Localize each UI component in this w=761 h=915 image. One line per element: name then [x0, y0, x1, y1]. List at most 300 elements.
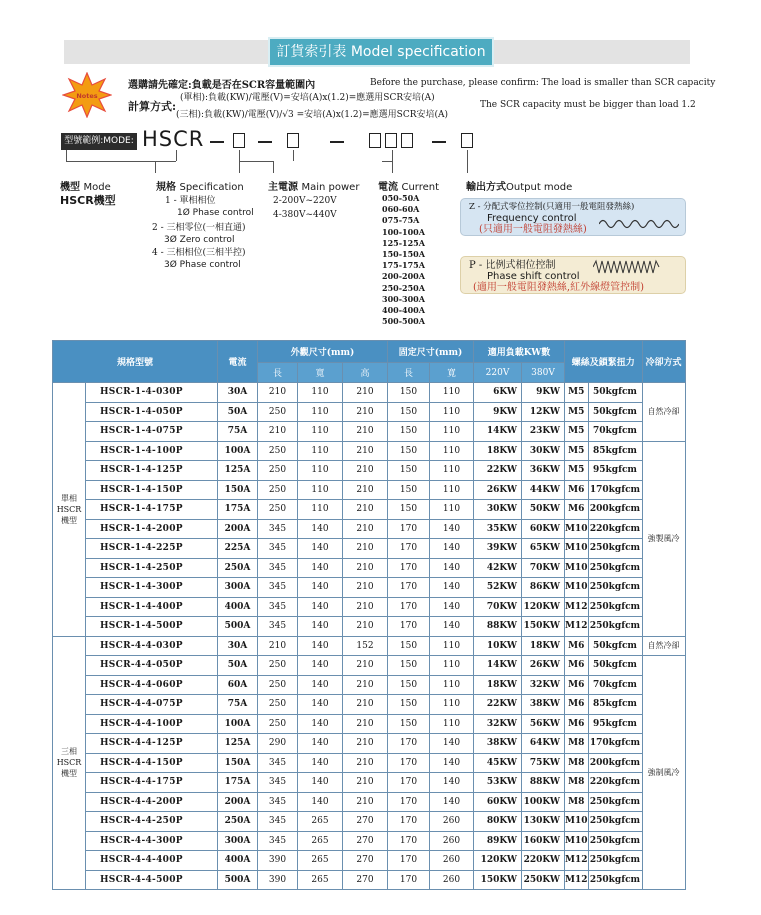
table-row: [53, 734, 686, 754]
note-line1-cn: 選購請先確定:負載是否在SCR容量範圍內: [128, 80, 316, 91]
table-cell: 80KW: [474, 812, 522, 832]
table-cell: 110: [430, 441, 474, 461]
table-cell: 18KW: [474, 675, 522, 695]
tree-line: [239, 161, 273, 162]
table-cell: 150: [388, 480, 430, 500]
table-cell: 70kgfcm: [588, 422, 642, 442]
table-cell: 22KW: [474, 461, 522, 481]
table-cell: 210: [258, 422, 298, 442]
table-cell: 250kgfcm: [588, 851, 642, 871]
table-cell: 140: [298, 714, 343, 734]
table-cell: M8: [565, 753, 589, 773]
table-row: [53, 636, 686, 656]
code-dash: [330, 141, 344, 143]
table-cell: 345: [258, 812, 298, 832]
table-cell: 45KW: [474, 753, 522, 773]
table-cell: 110: [298, 383, 343, 403]
note-line2-en: The SCR capacity must be bigger than load 1.2: [480, 100, 696, 110]
spec-item: 1 - 單相相位 1Ø Phase control: [165, 196, 254, 218]
tree-line: [155, 161, 156, 173]
table-cell: 250: [258, 695, 298, 715]
table-cell: HSCR-1-4-075P: [86, 422, 218, 442]
code-slot-spec: [233, 133, 245, 148]
table-cell: M8: [565, 773, 589, 793]
table-cell: 250kgfcm: [588, 831, 642, 851]
table-cell: 14KW: [474, 656, 522, 676]
group-label: 三相 HSCR 機型: [53, 636, 86, 890]
table-cell: 110: [430, 695, 474, 715]
table-cell: HSCR-1-4-225P: [86, 539, 218, 559]
table-cell: 88KW: [474, 617, 522, 637]
table-cell: 260: [430, 870, 474, 890]
table-cell: M6: [565, 636, 589, 656]
tree-line: [392, 150, 393, 173]
output-z-box: Z - 分配式零位控制(只適用一般電阻發熱絲) Frequency control (只適用一般電阻發熱絲): [460, 198, 686, 236]
table-cell: 265: [298, 831, 343, 851]
table-cell: M10: [565, 519, 589, 539]
table-cell: M10: [565, 539, 589, 559]
current-item: 200-200A: [382, 271, 425, 282]
current-item: 300-300A: [382, 293, 425, 304]
table-cell: 75A: [218, 422, 258, 442]
table-cell: HSCR-4-4-300P: [86, 831, 218, 851]
table-cell: 140: [298, 675, 343, 695]
table-cell: 30KW: [474, 500, 522, 520]
table-cell: HSCR-4-4-050P: [86, 656, 218, 676]
table-cell: M12: [565, 870, 589, 890]
table-cell: M5: [565, 402, 589, 422]
th-fixed: 固定尺寸(mm): [388, 341, 474, 363]
cooling-cell: 強製風冷: [642, 441, 685, 636]
table-cell: HSCR-4-4-200P: [86, 792, 218, 812]
table-cell: 150A: [218, 753, 258, 773]
table-cell: 32KW: [474, 714, 522, 734]
table-cell: 50A: [218, 656, 258, 676]
table-cell: 210: [343, 773, 388, 793]
table-cell: 170: [388, 519, 430, 539]
table-cell: 140: [430, 617, 474, 637]
table-cell: M6: [565, 695, 589, 715]
table-row: [53, 617, 686, 637]
table-cell: 200kgfcm: [588, 500, 642, 520]
th-hgt: 高: [343, 363, 388, 383]
table-cell: M6: [565, 714, 589, 734]
table-cell: HSCR-1-4-100P: [86, 441, 218, 461]
table-cell: 70KW: [522, 558, 565, 578]
table-row: [53, 578, 686, 598]
table-cell: 225A: [218, 539, 258, 559]
current-item: 050-50A: [382, 193, 420, 203]
table-cell: 100A: [218, 714, 258, 734]
spec-item: 2 - 三相零位(一相直通) 3Ø Zero control: [152, 223, 246, 245]
current-item: 125-125A: [382, 237, 425, 248]
table-cell: 140: [430, 558, 474, 578]
th-220v: 220V: [474, 363, 522, 383]
table-row: [53, 753, 686, 773]
table-cell: HSCR-4-4-100P: [86, 714, 218, 734]
current-item: 400-400A: [382, 305, 425, 316]
code-slot-power: [287, 133, 299, 148]
table-cell: 210: [343, 558, 388, 578]
table-cell: 140: [298, 578, 343, 598]
table-cell: 110: [298, 402, 343, 422]
table-row: [53, 851, 686, 871]
table-cell: 18KW: [522, 636, 565, 656]
th-len: 長: [258, 363, 298, 383]
th-outer: 外觀尺寸(mm): [258, 341, 388, 363]
table-cell: M6: [565, 656, 589, 676]
table-cell: HSCR-1-4-050P: [86, 402, 218, 422]
table-cell: 140: [430, 519, 474, 539]
code-slot-output: [461, 133, 473, 148]
th-cooling: 冷卻方式: [642, 341, 685, 383]
table-cell: M5: [565, 422, 589, 442]
table-cell: 220kgfcm: [588, 519, 642, 539]
table-cell: 130KW: [522, 812, 565, 832]
table-cell: 175A: [218, 773, 258, 793]
cooling-cell: 自然冷卻: [642, 636, 685, 656]
tree-line: [467, 150, 468, 173]
table-cell: 300A: [218, 578, 258, 598]
table-cell: 210: [343, 695, 388, 715]
table-cell: 140: [430, 578, 474, 598]
table-cell: 210: [343, 500, 388, 520]
th-model: 規格型號: [53, 341, 218, 383]
table-cell: 150KW: [474, 870, 522, 890]
table-cell: 140: [430, 597, 474, 617]
table-row: [53, 675, 686, 695]
table-cell: 140: [298, 734, 343, 754]
table-cell: 140: [430, 773, 474, 793]
table-cell: 50kgfcm: [588, 402, 642, 422]
cooling-cell: 自然冷卻: [642, 383, 685, 442]
note-line3-cn: (三相):負載(KW)/電壓(V)/√3 =安培(A)x(1.2)=應選用SCR安培(A): [176, 110, 449, 120]
table-cell: 220KW: [522, 851, 565, 871]
spec-table: [52, 340, 686, 890]
table-cell: 210: [343, 480, 388, 500]
table-cell: 160KW: [522, 831, 565, 851]
table-cell: 220kgfcm: [588, 773, 642, 793]
page-title: 訂貨索引表 Model specification: [268, 37, 494, 67]
table-cell: 250: [258, 714, 298, 734]
table-cell: 50A: [218, 402, 258, 422]
table-cell: 345: [258, 792, 298, 812]
table-cell: 36KW: [522, 461, 565, 481]
code-dash: [432, 141, 446, 143]
table-cell: 210: [343, 792, 388, 812]
table-cell: HSCR-1-4-250P: [86, 558, 218, 578]
table-cell: 100A: [218, 441, 258, 461]
current-item: 075-75A: [382, 215, 420, 226]
table-cell: 290: [258, 734, 298, 754]
table-cell: 70KW: [474, 597, 522, 617]
table-cell: 270: [343, 870, 388, 890]
table-cell: 88KW: [522, 773, 565, 793]
table-cell: M12: [565, 617, 589, 637]
spec-item: 4 - 三相相位(三相半控) 3Ø Phase control: [152, 248, 246, 270]
table-cell: 210: [343, 714, 388, 734]
table-cell: 140: [298, 656, 343, 676]
table-cell: 12KW: [522, 402, 565, 422]
table-cell: 89KW: [474, 831, 522, 851]
table-cell: HSCR-1-4-125P: [86, 461, 218, 481]
table-cell: 500A: [218, 870, 258, 890]
table-row: [53, 597, 686, 617]
table-cell: M8: [565, 734, 589, 754]
table-cell: 345: [258, 539, 298, 559]
table-row: [53, 402, 686, 422]
table-cell: 75KW: [522, 753, 565, 773]
table-cell: 110: [430, 402, 474, 422]
table-cell: 14KW: [474, 422, 522, 442]
table-cell: 170: [388, 753, 430, 773]
table-cell: M5: [565, 441, 589, 461]
table-cell: 210: [258, 636, 298, 656]
table-cell: HSCR-4-4-150P: [86, 753, 218, 773]
table-row: [53, 831, 686, 851]
phase-wave-icon: [593, 259, 663, 275]
table-cell: 140: [430, 792, 474, 812]
star-label: Notes: [76, 92, 98, 100]
table-cell: 60A: [218, 675, 258, 695]
code-slot-current-2: [385, 133, 397, 148]
table-cell: 210: [343, 734, 388, 754]
table-cell: 250kgfcm: [588, 558, 642, 578]
code-slot-current-1: [369, 133, 381, 148]
table-cell: 170: [388, 597, 430, 617]
table-cell: 150: [388, 695, 430, 715]
table-cell: 125A: [218, 734, 258, 754]
table-cell: 110: [430, 714, 474, 734]
table-cell: 345: [258, 831, 298, 851]
table-cell: 210: [343, 675, 388, 695]
table-cell: HSCR-4-4-175P: [86, 773, 218, 793]
table-row: [53, 480, 686, 500]
table-cell: 260: [430, 851, 474, 871]
table-cell: 210: [343, 539, 388, 559]
table-row: [53, 500, 686, 520]
table-cell: 170kgfcm: [588, 734, 642, 754]
table-cell: 150: [388, 422, 430, 442]
table-cell: 140: [298, 519, 343, 539]
table-cell: 110: [298, 422, 343, 442]
table-cell: 50kgfcm: [588, 636, 642, 656]
table-cell: 110: [430, 480, 474, 500]
table-cell: M12: [565, 597, 589, 617]
table-cell: 100KW: [522, 792, 565, 812]
table-row: [53, 870, 686, 890]
current-item: 150-150A: [382, 249, 425, 260]
table-cell: HSCR-1-4-400P: [86, 597, 218, 617]
table-cell: 250kgfcm: [588, 812, 642, 832]
table-cell: 210: [343, 422, 388, 442]
table-cell: 26KW: [522, 656, 565, 676]
table-cell: 170: [388, 539, 430, 559]
table-cell: 140: [298, 597, 343, 617]
table-cell: 210: [343, 753, 388, 773]
table-cell: 170: [388, 773, 430, 793]
table-cell: HSCR-4-4-500P: [86, 870, 218, 890]
tree-line: [293, 150, 294, 161]
table-row: [53, 422, 686, 442]
table-row: [53, 773, 686, 793]
table-cell: 140: [298, 636, 343, 656]
table-cell: 110: [430, 636, 474, 656]
th-current: 電流: [218, 341, 258, 383]
table-cell: HSCR-1-4-150P: [86, 480, 218, 500]
table-cell: 150: [388, 636, 430, 656]
table-cell: 250: [258, 441, 298, 461]
table-cell: 170: [388, 734, 430, 754]
table-cell: 150: [388, 402, 430, 422]
code-dash: [258, 141, 272, 143]
table-cell: 170: [388, 558, 430, 578]
th-wid: 寬: [298, 363, 343, 383]
table-cell: HSCR-1-4-030P: [86, 383, 218, 403]
table-cell: 345: [258, 558, 298, 578]
table-cell: 9KW: [522, 383, 565, 403]
legend-power-title: 主電源 Main power: [268, 182, 360, 193]
table-cell: 50kgfcm: [588, 656, 642, 676]
table-cell: 265: [298, 870, 343, 890]
table-cell: HSCR-4-4-125P: [86, 734, 218, 754]
current-item: 175-175A: [382, 260, 425, 271]
power-item: 4-380V~440V: [273, 210, 337, 220]
table-row: [53, 441, 686, 461]
table-cell: 170: [388, 617, 430, 637]
table-row: [53, 812, 686, 832]
table-cell: 30A: [218, 383, 258, 403]
table-row: [53, 519, 686, 539]
table-cell: 345: [258, 597, 298, 617]
legend-current-title: 電流 Current: [378, 182, 440, 193]
table-cell: 390: [258, 870, 298, 890]
table-cell: 110: [298, 500, 343, 520]
table-cell: 345: [258, 773, 298, 793]
table-cell: 65KW: [522, 539, 565, 559]
table-cell: 140: [430, 734, 474, 754]
table-cell: 110: [298, 480, 343, 500]
table-cell: 85kgfcm: [588, 695, 642, 715]
table-cell: 210: [343, 578, 388, 598]
table-cell: 110: [298, 441, 343, 461]
table-cell: 150: [388, 500, 430, 520]
current-item: 250-250A: [382, 282, 425, 293]
table-cell: 250: [258, 480, 298, 500]
table-cell: M6: [565, 675, 589, 695]
table-cell: 150: [388, 383, 430, 403]
table-cell: 400A: [218, 851, 258, 871]
table-cell: 120KW: [522, 597, 565, 617]
table-cell: 39KW: [474, 539, 522, 559]
table-cell: 210: [343, 461, 388, 481]
table-cell: HSCR-4-4-075P: [86, 695, 218, 715]
table-cell: 22KW: [474, 695, 522, 715]
table-cell: 170: [388, 831, 430, 851]
table-cell: 64KW: [522, 734, 565, 754]
table-cell: 95kgfcm: [588, 461, 642, 481]
table-cell: M10: [565, 558, 589, 578]
zero-wave-icon: [599, 217, 679, 231]
table-cell: 30A: [218, 636, 258, 656]
tree-line: [273, 161, 274, 173]
table-cell: 18KW: [474, 441, 522, 461]
table-cell: M8: [565, 792, 589, 812]
table-cell: 260: [430, 831, 474, 851]
table-cell: 30KW: [522, 441, 565, 461]
table-row: [53, 714, 686, 734]
th-load: 適用負載KW數: [474, 341, 565, 363]
table-cell: 170: [388, 792, 430, 812]
table-row: [53, 539, 686, 559]
table-cell: 86KW: [522, 578, 565, 598]
table-cell: 110: [430, 422, 474, 442]
table-cell: 270: [343, 831, 388, 851]
table-cell: M10: [565, 831, 589, 851]
table-cell: 500A: [218, 617, 258, 637]
table-cell: 250kgfcm: [588, 539, 642, 559]
table-cell: M6: [565, 480, 589, 500]
table-row: [53, 695, 686, 715]
table-cell: 150: [388, 675, 430, 695]
th-380v: 380V: [522, 363, 565, 383]
table-cell: 110: [430, 461, 474, 481]
output-p-box: P - 比例式相位控制 Phase shift control (適用一般電阻發熱絲,紅外線燈管控制): [460, 256, 686, 294]
table-cell: 53KW: [474, 773, 522, 793]
table-cell: 152: [343, 636, 388, 656]
table-cell: 210: [258, 383, 298, 403]
table-cell: 265: [298, 851, 343, 871]
table-row: [53, 461, 686, 481]
current-list: [382, 193, 425, 327]
current-item: 060-60A: [382, 204, 420, 215]
code-dash: [210, 141, 224, 143]
table-cell: 210: [343, 519, 388, 539]
table-cell: 175A: [218, 500, 258, 520]
table-cell: 23KW: [522, 422, 565, 442]
table-cell: 60KW: [522, 519, 565, 539]
table-cell: 170: [388, 578, 430, 598]
table-cell: HSCR-1-4-300P: [86, 578, 218, 598]
table-cell: 170kgfcm: [588, 480, 642, 500]
table-cell: 200A: [218, 792, 258, 812]
table-cell: 345: [258, 519, 298, 539]
table-cell: 250kgfcm: [588, 597, 642, 617]
table-cell: 345: [258, 617, 298, 637]
cooling-cell: 強制風冷: [642, 656, 685, 890]
table-cell: 390: [258, 851, 298, 871]
table-cell: 140: [430, 539, 474, 559]
current-item: 100-100A: [382, 226, 425, 237]
table-cell: 85kgfcm: [588, 441, 642, 461]
table-cell: M5: [565, 383, 589, 403]
table-cell: 265: [298, 812, 343, 832]
table-row: [53, 558, 686, 578]
table-cell: 75A: [218, 695, 258, 715]
table-cell: 270: [343, 812, 388, 832]
th-torque: 螺絲及鎖緊扭力: [565, 341, 643, 383]
legend-model-value: HSCR機型: [60, 194, 116, 207]
table-cell: 210: [343, 617, 388, 637]
legend-model-title: 機型 Mode: [60, 182, 111, 193]
table-cell: 110: [298, 461, 343, 481]
table-cell: HSCR-4-4-400P: [86, 851, 218, 871]
table-cell: M10: [565, 578, 589, 598]
th-fwid: 寬: [430, 363, 474, 383]
note-line2-cn: (單相):負載(KW)/電壓(V)=安培(A)x(1.2)=應選用SCR安培(A): [180, 93, 435, 103]
table-cell: 170: [388, 870, 430, 890]
table-cell: 210: [343, 597, 388, 617]
